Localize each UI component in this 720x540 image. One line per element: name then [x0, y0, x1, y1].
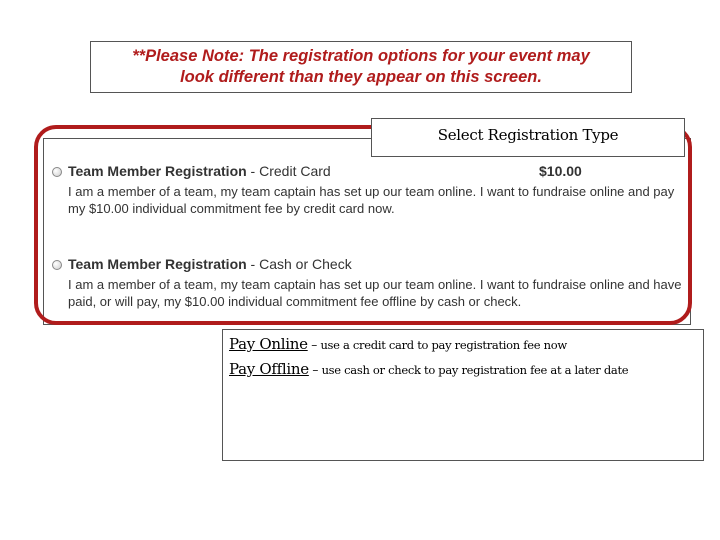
- legend-item-pay-online: [229, 335, 703, 353]
- option-title: Team Member Registration: [68, 256, 247, 272]
- note-line-1: **Please Note: The registration options for your event may: [132, 47, 590, 65]
- radio-button-credit-card[interactable]: [52, 167, 62, 177]
- option-subtitle: - Credit Card: [246, 163, 331, 179]
- option-description: I am a member of a team, my team captain has set up our team online. I want to fundraise online and have paid, or will pay, my $10.00 individual commitment fee offline by cash or check.: [68, 277, 682, 309]
- legend-description: use cash or check to pay registration fee at a later date: [321, 363, 629, 377]
- option-title: Team Member Registration: [68, 163, 247, 179]
- option-price: $10.00: [539, 163, 582, 179]
- legend-term: Pay Online: [229, 335, 308, 353]
- legend-description: use a credit card to pay registration fee now: [320, 338, 567, 352]
- legend-item-pay-offline: [229, 360, 703, 378]
- note-line-2: look different than they appear on this screen.: [180, 68, 542, 86]
- option-header: [68, 256, 588, 272]
- legend-separator: –: [307, 338, 321, 352]
- legend-term: Pay Offline: [229, 360, 309, 378]
- note-box: [90, 41, 632, 93]
- radio-button-cash-or-check[interactable]: [52, 260, 62, 270]
- callout-title: Select Registration Type: [371, 118, 685, 157]
- option-header: [68, 163, 588, 179]
- payment-legend: [222, 329, 704, 461]
- option-subtitle: - Cash or Check: [246, 256, 352, 272]
- legend-separator: –: [308, 363, 322, 377]
- option-description: I am a member of a team, my team captain has set up our team online. I want to fundraise online and pay my $10.00 individual commitment fee by credit card now.: [68, 184, 675, 216]
